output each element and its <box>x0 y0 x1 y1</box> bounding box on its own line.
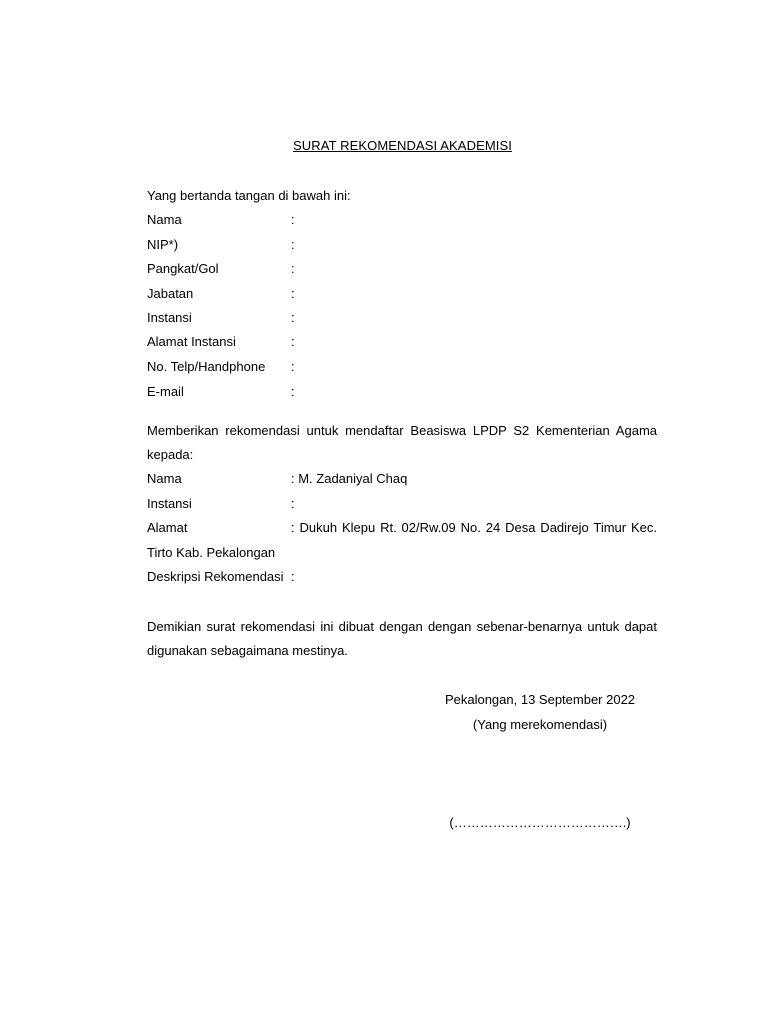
signer-field-value: : <box>291 384 295 399</box>
signer-field-label: E-mail <box>147 384 184 399</box>
candidate-instansi-label: Instansi <box>147 496 192 511</box>
candidate-address-continuation: Tirto Kab. Pekalongan <box>147 545 276 560</box>
candidate-instansi-value: : <box>291 496 295 511</box>
signer-field-label: Pangkat/Gol <box>147 261 219 276</box>
intro-text: Yang bertanda tangan di bawah ini: <box>147 188 351 203</box>
signer-field-label: Jabatan <box>147 286 194 301</box>
closing-text-line1: Demikian surat rekomendasi ini dibuat dengan dengan sebenar-benarnya untuk dapat <box>147 619 657 634</box>
recommendation-text-line1: Memberikan rekomendasi untuk mendaftar Beasiswa LPDP S2 Kementerian Agama <box>147 423 657 438</box>
candidate-address-label: Alamat <box>147 520 188 535</box>
letter-title: SURAT REKOMENDASI AKADEMISI <box>293 138 512 153</box>
signer-field-label: Alamat Instansi <box>147 334 236 349</box>
signer-field-value: : <box>291 359 295 374</box>
signer-field-label: Nama <box>147 212 182 227</box>
closing-text-line2: digunakan sebagaimana mestinya. <box>147 643 348 658</box>
signer-field-value: : <box>291 286 295 301</box>
place-date: Pekalongan, 13 September 2022 <box>444 692 636 707</box>
signer-field-label: No. Telp/Handphone <box>147 359 266 374</box>
recommendation-text-line2: kepada: <box>147 447 194 462</box>
signer-field-label: NIP*) <box>147 237 179 252</box>
signer-field-value: : <box>291 212 295 227</box>
signer-field-value: : <box>291 334 295 349</box>
signature-placeholder: (………………………………….) <box>449 815 631 830</box>
recommendation-description-label: Deskripsi Rekomendasi <box>147 569 284 584</box>
signer-field-label: Instansi <box>147 310 192 325</box>
candidate-name-value: : M. Zadaniyal Chaq <box>291 471 408 486</box>
signer-field-value: : <box>291 310 295 325</box>
recommendation-description-value: : <box>291 569 295 584</box>
signer-field-value: : <box>291 261 295 276</box>
candidate-name-label: Nama <box>147 471 182 486</box>
candidate-address-value: : Dukuh Klepu Rt. 02/Rw.09 No. 24 Desa Dadirejo Timur Kec. <box>291 520 657 535</box>
recommender-role: (Yang merekomendasi) <box>472 717 608 732</box>
signer-field-value: : <box>291 237 295 252</box>
